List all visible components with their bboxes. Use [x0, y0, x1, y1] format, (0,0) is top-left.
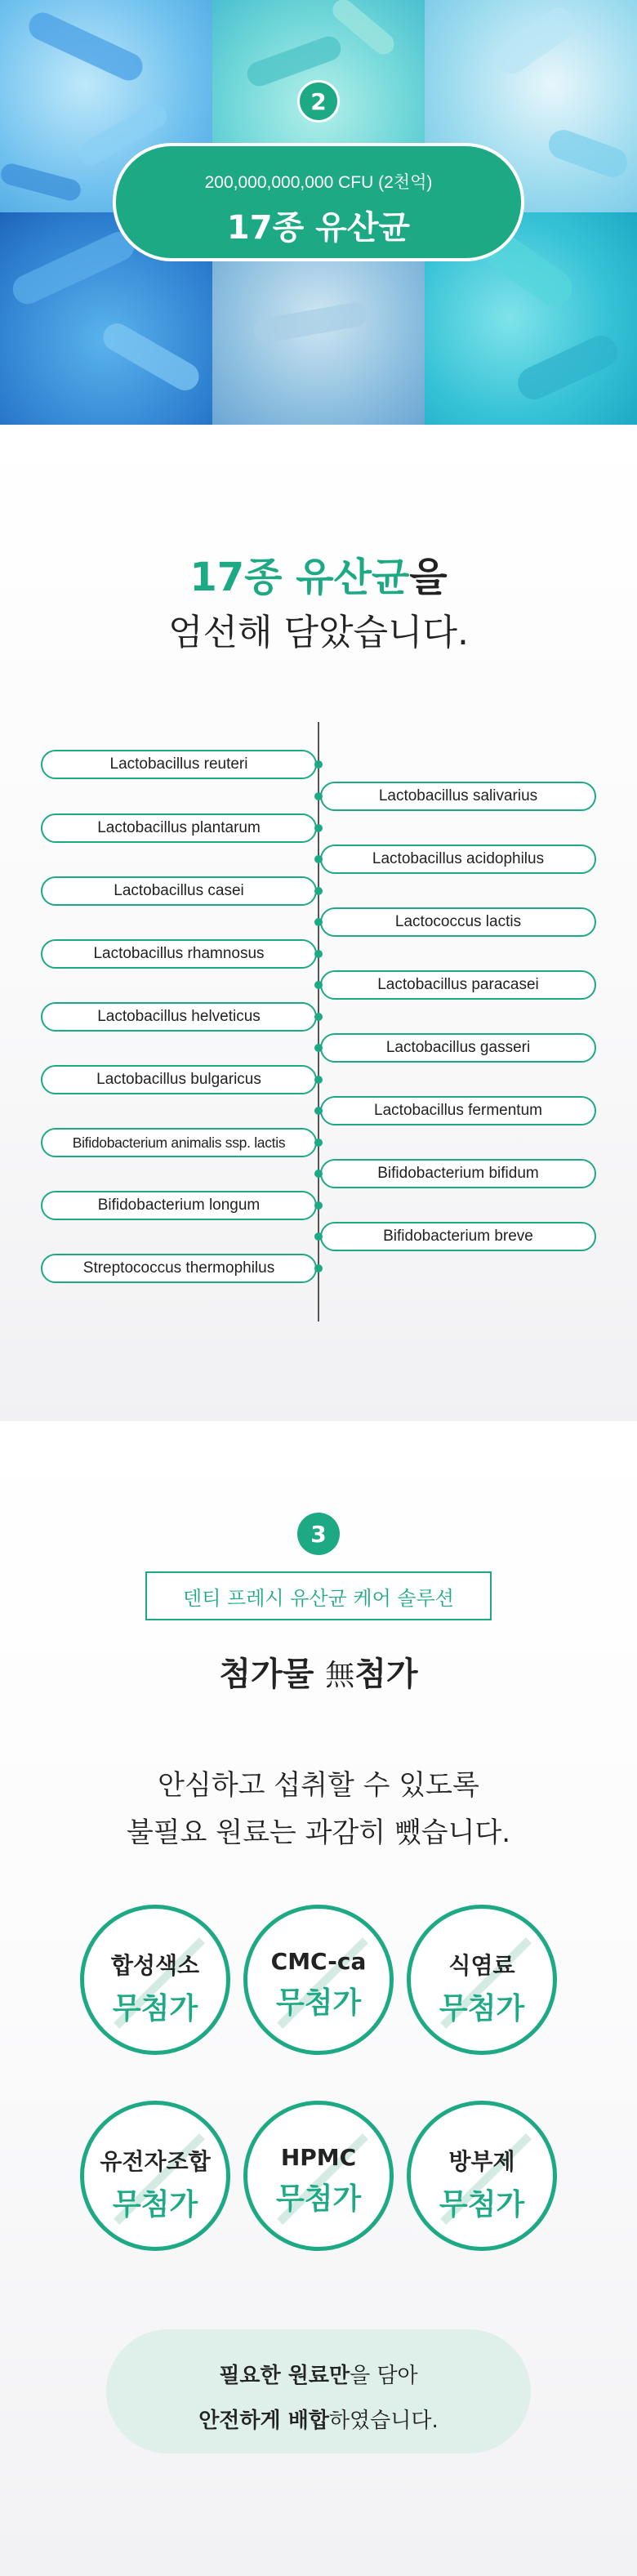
tree-node-dot: [314, 1013, 323, 1021]
badge-ingredient: 방부제: [448, 2148, 515, 2175]
hero-title: 17종 유산균: [226, 209, 411, 247]
badge-free-label: 무첨가: [439, 2188, 525, 2222]
section-number-badge: 2: [297, 80, 340, 123]
strain-tag: Bifidobacterium bifidum: [320, 1159, 596, 1188]
badge-free-label: 무첨가: [112, 2188, 198, 2222]
strains-title: [0, 546, 637, 602]
tree-node-dot: [314, 1232, 323, 1241]
tree-node-dot: [314, 824, 323, 832]
tree-node-dot: [314, 918, 323, 926]
additive-title-hanja: 無: [325, 1659, 355, 1692]
additive-title: [0, 1648, 637, 1695]
closing-line: [106, 2404, 531, 2434]
section-number-badge: 3: [297, 1513, 340, 1555]
badge-ingredient: 유전자조합: [100, 2148, 211, 2175]
tree-node-dot: [314, 792, 323, 800]
closing-text: 하였습니다.: [328, 2409, 439, 2433]
strain-tag: Lactococcus lactis: [320, 907, 596, 937]
free-from-badge: [243, 1905, 394, 2055]
strain-tag: Bifidobacterium animalis ssp. lactis: [41, 1128, 317, 1157]
strain-tag: Streptococcus thermophilus: [41, 1254, 317, 1283]
hero-title-pill: [113, 143, 524, 261]
strain-tag: Lactobacillus rhamnosus: [41, 939, 317, 969]
free-from-badge: [80, 1905, 230, 2055]
free-from-badge: [80, 2101, 230, 2251]
additive-description-line: 안심하고 섭취할 수 있도록: [158, 1769, 479, 1802]
tree-node-dot: [314, 887, 323, 895]
tree-node-dot: [314, 1264, 323, 1272]
strain-tag: Bifidobacterium breve: [320, 1222, 596, 1251]
tree-node-dot: [314, 1044, 323, 1052]
badge-ingredient: HPMC: [280, 2144, 357, 2171]
closing-text: 을 담아: [350, 2364, 418, 2388]
hero-banner: [0, 0, 637, 425]
strains-title-highlight: 17종 유산균: [189, 555, 410, 600]
cfu-count: 200,000,000,000 CFU (2천억): [204, 173, 433, 192]
additive-title-part: 첨가물: [219, 1656, 326, 1693]
badge-free-label: 무첨가: [439, 1992, 525, 2026]
tree-node-dot: [314, 1201, 323, 1210]
strain-tag: Bifidobacterium longum: [41, 1191, 317, 1220]
strain-tag: Lactobacillus helveticus: [41, 1002, 317, 1032]
strain-tag: Lactobacillus salivarius: [320, 782, 596, 811]
badge-free-label: 무첨가: [275, 1986, 362, 2020]
strains-subtitle: 엄선해 담았습니다.: [167, 612, 469, 653]
tree-node-dot: [314, 950, 323, 958]
strain-tree-line: [318, 722, 319, 1321]
strain-tag: Lactobacillus paracasei: [320, 970, 596, 1000]
free-from-badge: [407, 1905, 557, 2055]
tree-node-dot: [314, 1107, 323, 1115]
additive-description-line: 불필요 원료는 과감히 뺐습니다.: [126, 1816, 511, 1849]
badge-free-label: 무첨가: [275, 2182, 362, 2216]
tree-node-dot: [314, 1139, 323, 1147]
tree-node-dot: [314, 1076, 323, 1084]
tree-node-dot: [314, 1170, 323, 1178]
strain-tag: Lactobacillus plantarum: [41, 813, 317, 843]
closing-line: [106, 2359, 531, 2389]
closing-message-pill: [106, 2329, 531, 2453]
badge-free-label: 무첨가: [112, 1992, 198, 2026]
tree-node-dot: [314, 760, 323, 769]
closing-emphasis: 필요한 원료만: [219, 2364, 350, 2388]
strain-tag: Lactobacillus casei: [41, 876, 317, 906]
additive-title-part: 첨가: [354, 1656, 418, 1693]
tree-node-dot: [314, 855, 323, 863]
tree-node-dot: [314, 981, 323, 989]
strain-tag: Lactobacillus bulgaricus: [41, 1065, 317, 1094]
strain-tag: Lactobacillus fermentum: [320, 1096, 596, 1125]
free-from-badge: [407, 2101, 557, 2251]
strain-tag: Lactobacillus reuteri: [41, 750, 317, 779]
strain-tag: Lactobacillus acidophilus: [320, 845, 596, 874]
badge-ingredient: 합성색소: [110, 1952, 200, 1979]
badge-ingredient: CMC-ca: [270, 1948, 367, 1975]
strain-tag: Lactobacillus gasseri: [320, 1033, 596, 1063]
additive-free-section: [0, 1421, 637, 2576]
free-from-badge: [243, 2101, 394, 2251]
solution-label-box: 덴티 프레시 유산균 케어 솔루션: [145, 1571, 492, 1620]
strains-section: [0, 425, 637, 1421]
strains-title-suffix: 을: [409, 555, 448, 600]
badge-ingredient: 식염료: [448, 1952, 515, 1979]
closing-emphasis: 안전하게 배합: [198, 2409, 329, 2433]
